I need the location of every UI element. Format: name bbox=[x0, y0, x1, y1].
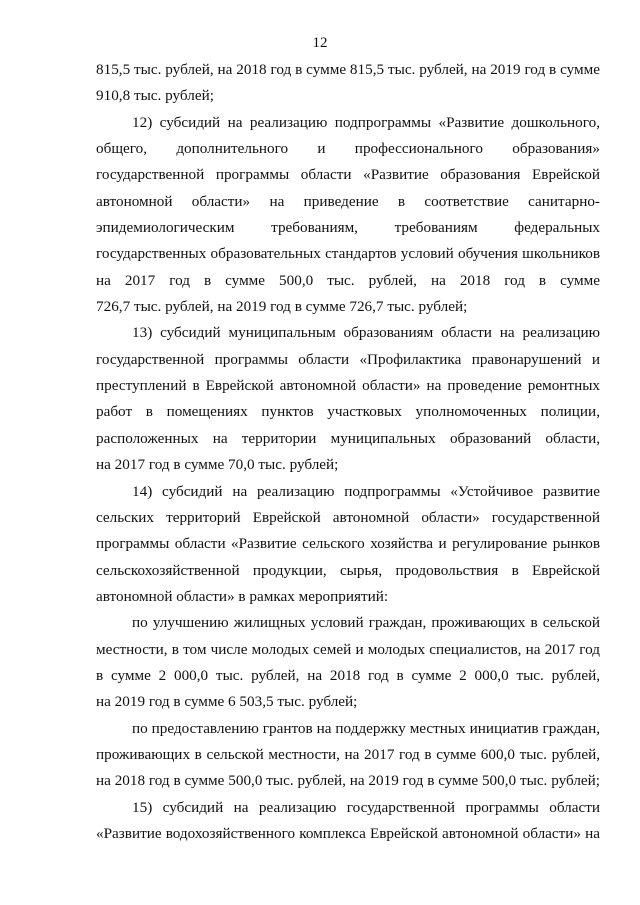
paragraph-item-14 bbox=[96, 479, 600, 611]
text-line: 12) субсидий на реализацию подпрограммы «Развитие дошкольного, bbox=[132, 113, 600, 131]
text-line: сельских территорий Еврейской автономной области» государственной bbox=[96, 508, 600, 526]
text-line: проживающих в сельской местности, на 2017 год в сумме 600,0 тыс. рублей, bbox=[96, 745, 600, 763]
text-line: по предоставлению грантов на поддержку местных инициатив граждан, bbox=[132, 719, 600, 737]
paragraph-item-12 bbox=[96, 110, 600, 321]
text-line: преступлений в Еврейской автономной области» на проведение ремонтных bbox=[96, 377, 600, 395]
text-line: на 2017 год в сумме 500,0 тыс. рублей, на 2018 год в сумме bbox=[96, 271, 600, 289]
page-number: 12 bbox=[312, 35, 328, 51]
text-line: «Развитие водохозяйственного комплекса Еврейской автономной области» на bbox=[96, 824, 600, 842]
text-line: программы области «Развитие сельского хозяйства и регулирование рынков bbox=[96, 535, 600, 553]
text-line: сельскохозяйственной продукции, сырья, продовольствия в Еврейской bbox=[96, 561, 600, 579]
text-line: по улучшению жилищных условий граждан, проживающих в сельской bbox=[132, 614, 600, 632]
text-line: автономной области» на приведение в соответствие санитарно- bbox=[96, 192, 600, 210]
text-line: работ в помещениях пунктов участковых уполномоченных полиции, bbox=[96, 403, 600, 421]
text-line: 726,7 тыс. рублей, на 2019 год в сумме 726,7 тыс. рублей; bbox=[96, 298, 468, 316]
text-line: в сумме 2 000,0 тыс. рублей, на 2018 год в сумме 2 000,0 тыс. рублей, bbox=[96, 666, 600, 684]
text-line: общего, дополнительного и профессионального образования» bbox=[96, 140, 600, 158]
paragraph-item-15 bbox=[96, 795, 600, 848]
paragraph-continuation bbox=[96, 57, 600, 110]
text-line: 15) субсидий на реализацию государственной программы области bbox=[132, 798, 600, 816]
text-line: эпидемиологическим требованиям, требованиям федеральных bbox=[96, 219, 600, 237]
document-body bbox=[96, 57, 600, 847]
text-line: местности, в том числе молодых семей и молодых специалистов, на 2017 год bbox=[96, 640, 600, 658]
text-line: на 2017 год в сумме 70,0 тыс. рублей; bbox=[96, 456, 339, 474]
text-line: на 2019 год в сумме 6 503,5 тыс. рублей; bbox=[96, 693, 358, 711]
paragraph-housing bbox=[96, 610, 600, 715]
text-line: на 2018 год в сумме 500,0 тыс. рублей, на 2019 год в сумме 500,0 тыс. рублей; bbox=[96, 772, 600, 790]
text-line: государственной программы области «Профилактика правонарушений и bbox=[96, 350, 600, 368]
text-line: 13) субсидий муниципальным образованиям области на реализацию bbox=[132, 324, 600, 342]
text-line: 815,5 тыс. рублей, на 2018 год в сумме 815,5 тыс. рублей, на 2019 год в сумме bbox=[96, 61, 600, 78]
text-line: автономной области» в рамках мероприятий: bbox=[96, 587, 389, 605]
text-line: 910,8 тыс. рублей; bbox=[96, 87, 214, 105]
text-line: 14) субсидий на реализацию подпрограммы «Устойчивое развитие bbox=[132, 482, 600, 500]
paragraph-grants bbox=[96, 716, 600, 795]
text-line: государственных образовательных стандартов условий обучения школьников bbox=[96, 245, 600, 263]
text-line: государственной программы области «Развитие образования Еврейской bbox=[96, 166, 600, 184]
paragraph-item-13 bbox=[96, 320, 600, 478]
text-line: расположенных на территории муниципальных образований области, bbox=[96, 429, 600, 447]
